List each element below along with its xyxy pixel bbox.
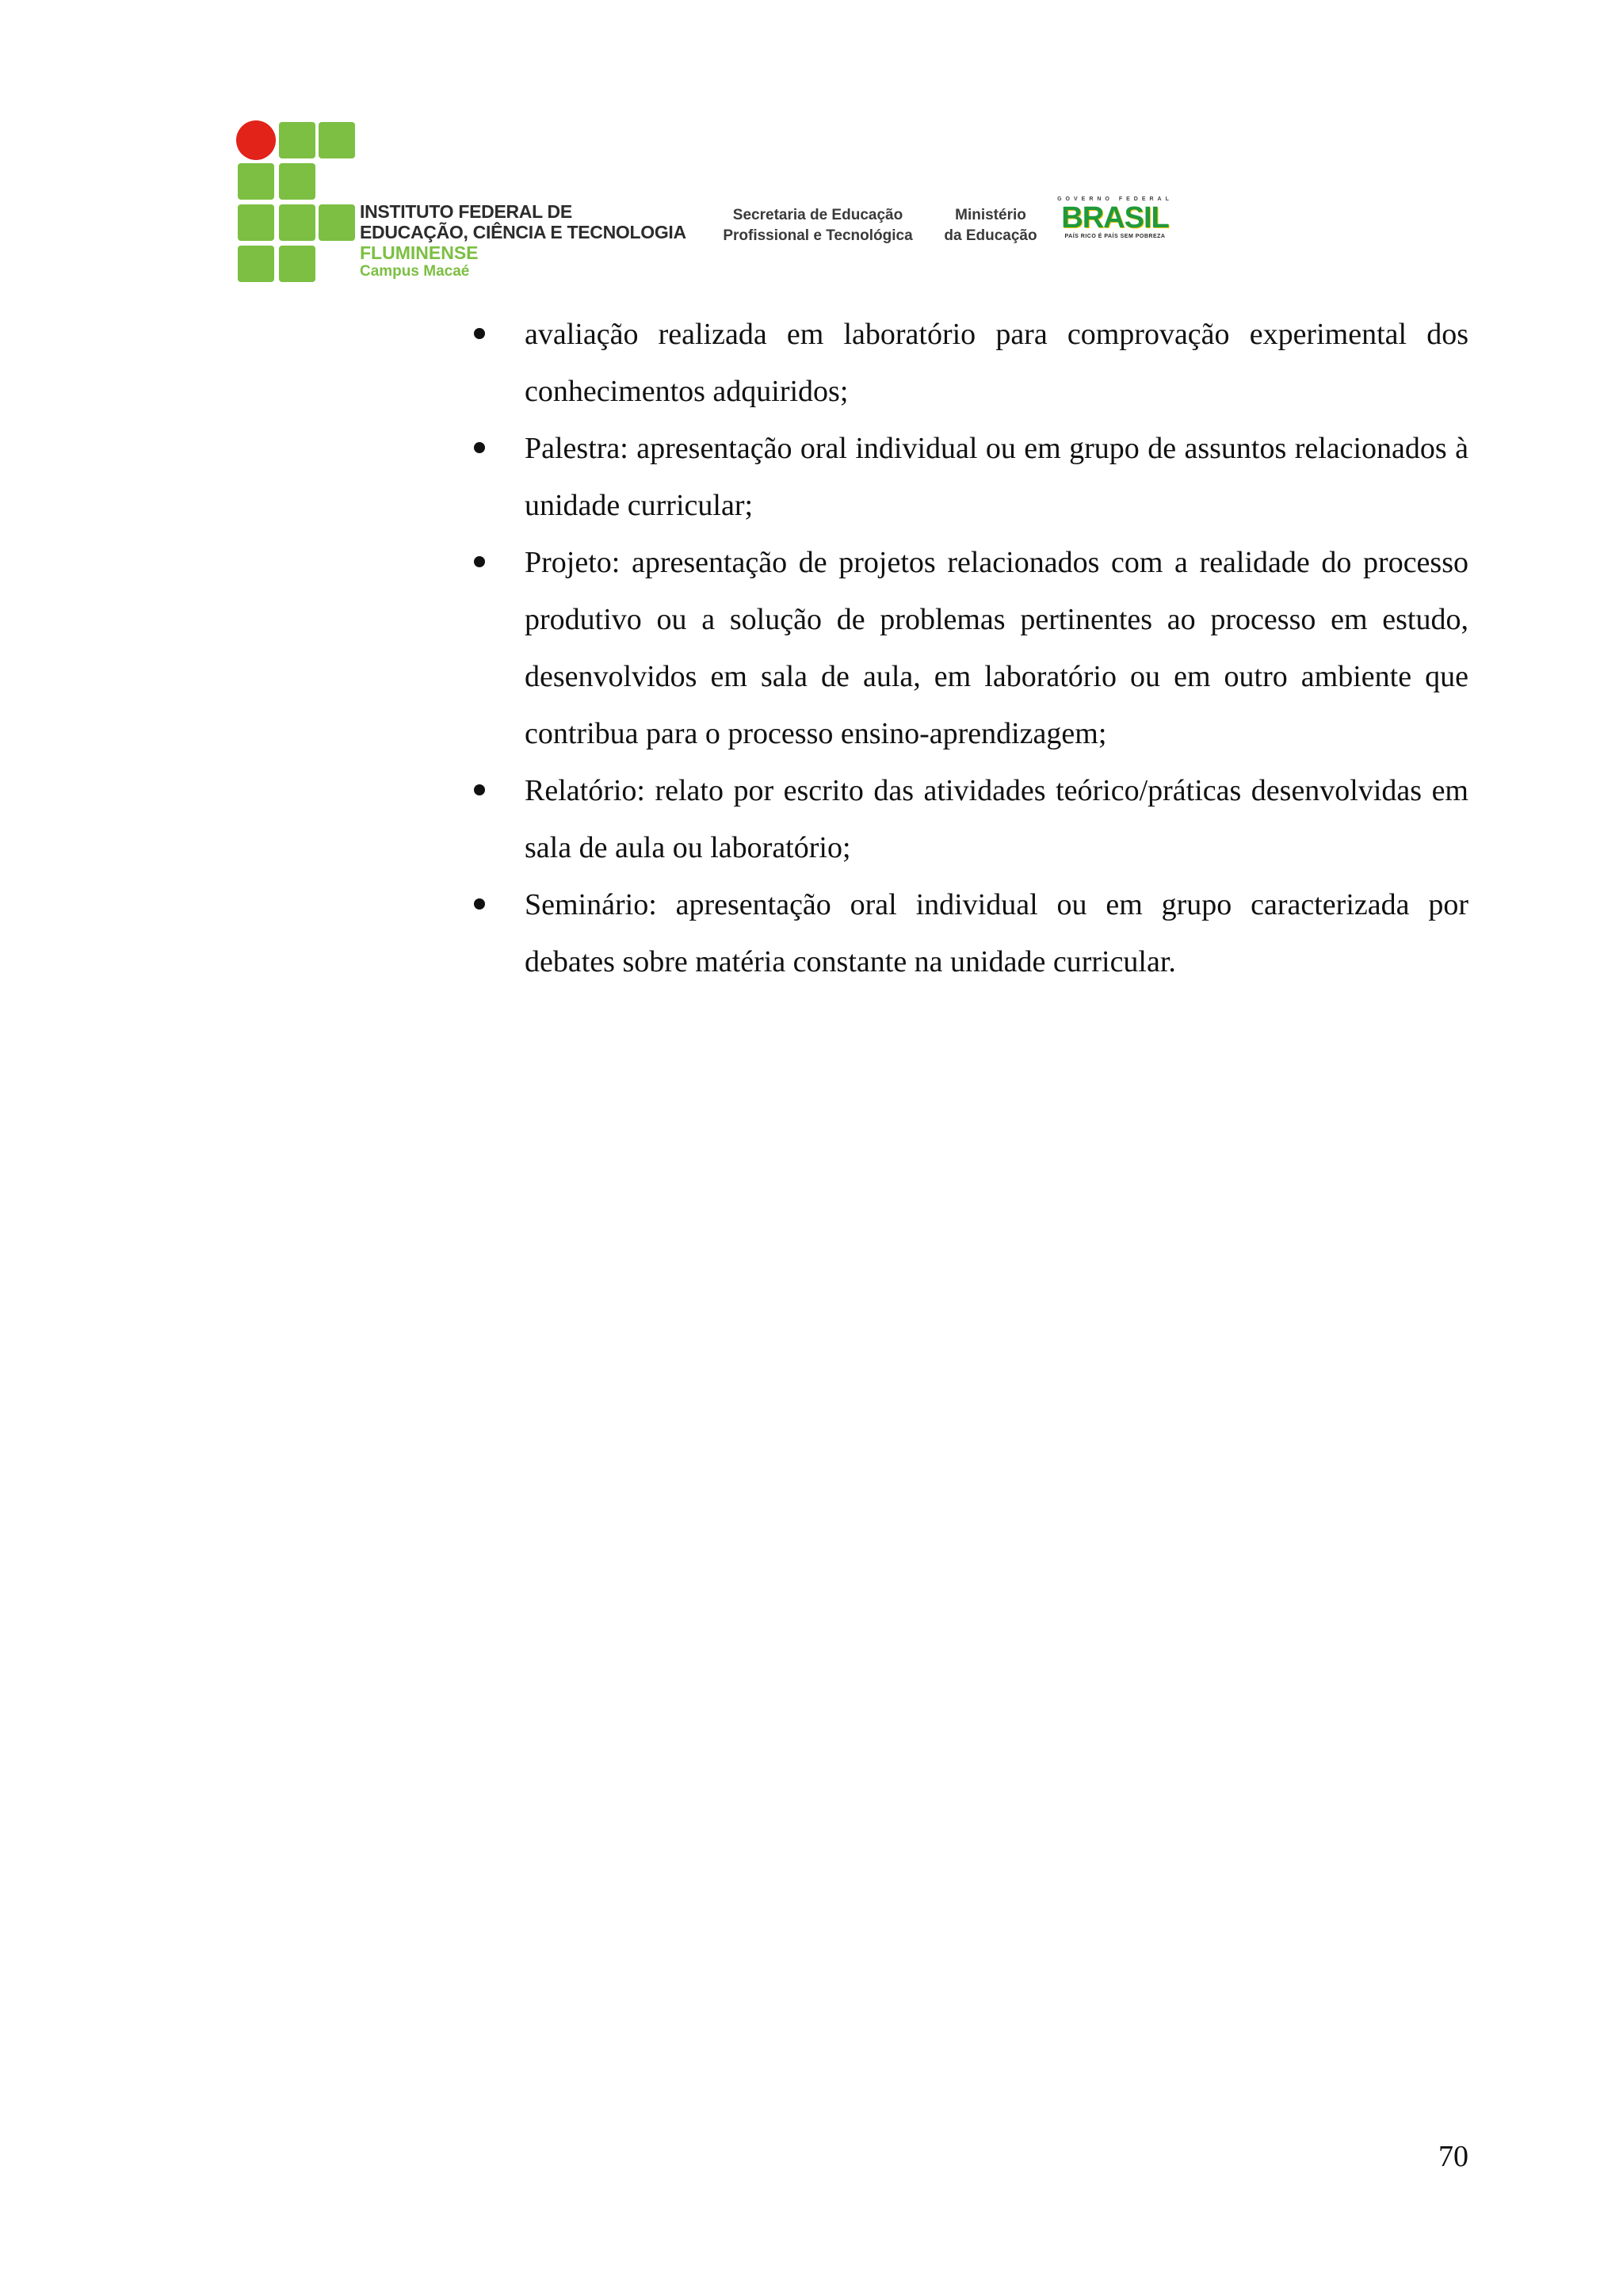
brasil-word: BRASIL xyxy=(1061,201,1169,235)
list-item xyxy=(474,762,1468,876)
document-body xyxy=(474,306,1468,990)
institute-logo xyxy=(236,120,363,287)
institute-name-line2: EDUCAÇÃO, CIÊNCIA E TECNOLOGIA xyxy=(360,222,686,242)
bullet-icon xyxy=(474,442,485,453)
logo-square xyxy=(279,246,315,282)
institute-name-line1: INSTITUTO FEDERAL DE xyxy=(360,201,572,222)
logo-square xyxy=(279,122,315,158)
ministerio-line2: da Educação xyxy=(944,227,1037,244)
campus-name: Campus Macaé xyxy=(360,263,470,280)
bullet-icon xyxy=(474,898,485,910)
page-header xyxy=(236,120,1187,287)
ministerio-line1: Ministério xyxy=(955,207,1026,223)
brasil-logo xyxy=(1056,196,1174,241)
logo-square xyxy=(238,204,274,241)
logo-square xyxy=(279,163,315,200)
brasil-tagline: PAÍS RICO É PAÍS SEM POBREZA xyxy=(1064,234,1166,239)
secretaria-line2: Profissional e Tecnológica xyxy=(723,227,913,244)
bullet-icon xyxy=(474,328,485,339)
list-item-text: Palestra: apresentação oral individual ou em grupo de assuntos relacionados à unidade curricular; xyxy=(525,432,1468,522)
list-item-text: avaliação realizada em laboratório para comprovação experimental dos conhecimentos adquiridos; xyxy=(525,318,1468,408)
secretaria-line1: Secretaria de Educação xyxy=(732,207,903,223)
list-item-text: Projeto: apresentação de projetos relacionados com a realidade do processo produtivo ou a solução de problemas pertinentes ao processo em estudo, desenvolvidos em sala de aula, em laboratório ou em outro ambiente que contribua para o processo ensino-aprendizagem; xyxy=(525,546,1468,750)
page-number: 70 xyxy=(1438,2140,1468,2173)
list-item-text: Seminário: apresentação oral individual ou em grupo caracterizada por debates sobre matéria constante na unidade curricular. xyxy=(525,888,1468,978)
list-item-text: Relatório: relato por escrito das atividades teórico/práticas desenvolvidas em sala de aula ou laboratório; xyxy=(525,774,1468,864)
institute-name xyxy=(360,201,686,280)
logo-square xyxy=(319,122,355,158)
institute-name-line3: FLUMINENSE xyxy=(360,242,479,263)
secretaria-label xyxy=(699,205,937,246)
list-item xyxy=(474,534,1468,762)
bullet-icon xyxy=(474,784,485,795)
bullet-icon xyxy=(474,556,485,567)
logo-square xyxy=(238,246,274,282)
logo-square xyxy=(279,204,315,241)
list-item xyxy=(474,420,1468,534)
ministerio-label xyxy=(919,205,1062,246)
logo-red-circle xyxy=(236,120,276,160)
evaluation-methods-list xyxy=(474,306,1468,990)
gov-label: GOVERNO FEDERAL xyxy=(1057,196,1173,202)
logo-square xyxy=(238,163,274,200)
list-item xyxy=(474,876,1468,990)
list-item xyxy=(474,306,1468,420)
logo-square xyxy=(319,204,355,241)
